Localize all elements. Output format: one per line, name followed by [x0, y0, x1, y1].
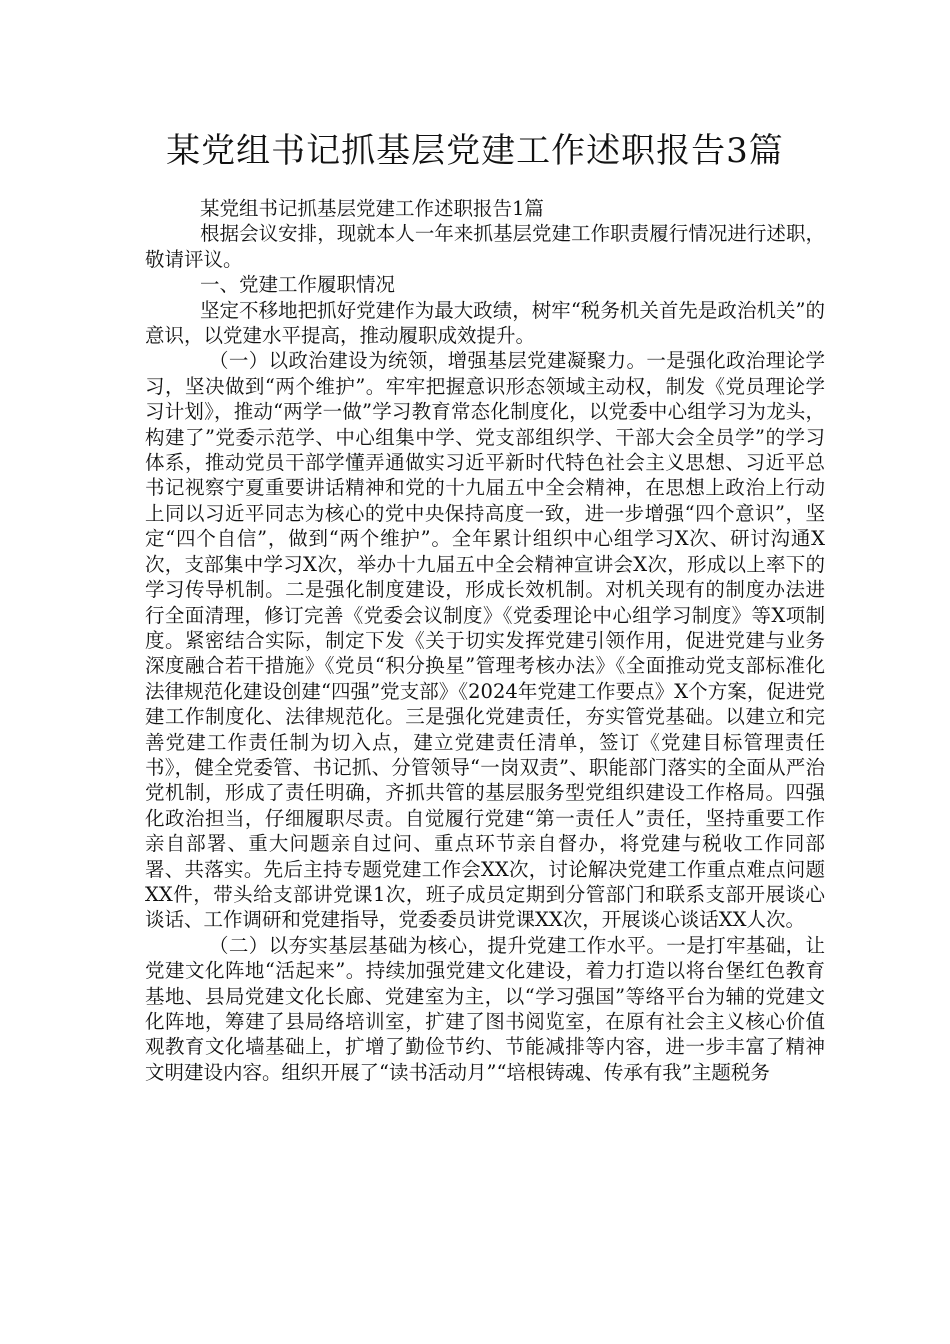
paragraph-grassroots-foundation: （二）以夯实基层基础为核心，提升党建工作水平。一是打牢基础，让党建文化阵地“活起来”。持续加强党建文化建设，着力打造以将台堡红色教育基地、县局党建文化长廊、党建室为主，以“学习强国”等络平台为辅的党建文化阵地，筹建了县局络培训室，扩建了图书阅览室，在原有社会主义核心价值观教育文化墙基础上，扩增了勤俭节约、节能减排等内容，进一步丰富了精神文明建设内容。组织开展了“读书活动月”“培根铸魂、传承有我”主题税务 [145, 933, 825, 1084]
paragraph-report-heading: 某党组书记抓基层党建工作述职报告1篇 [200, 197, 544, 220]
document-body [145, 196, 825, 1085]
document-title: 某党组书记抓基层党建工作述职报告3篇 [166, 131, 784, 171]
paragraph-political-building: （一）以政治建设为统领，增强基层党建凝聚力。一是强化政治理论学习，坚决做到“两个维护”。牢牢把握意识形态领域主动权，制发《党员理论学习计划》，推动“两学一做”学习教育常态化制度化，以党委中心组学习为龙头，构建了”党委示范学、中心组集中学、党支部组织学、干部大会全员学”的学习体系，推动党员干部学懂弄通做实习近平新时代特色社会主义思想、习近平总书记视察宁夏重要讲话精神和党的十九届五中全会精神，在思想上政治上行动上同以习近平同志为核心的党中央保持高度一致，进一步增强“四个意识”，坚定“四个自信”，做到“两个维护”。全年累计组织中心组学习X次、研讨沟通X次，支部集中学习X次，举办十九届五中全会精神宣讲会X次，形成以上率下的学习传导机制。二是强化制度建设，形成长效机制。对机关现有的制度办法进行全面清理，修订完善《党委会议制度》《党委理论中心组学习制度》等X项制度。紧密结合实际，制定下发《关于切实发挥党建引领作用，促进党建与业务深度融合若干措施》《党员“积分换星”管理考核办法》《全面推动党支部标准化法律规范化建设创建“四强”党支部》《2024年党建工作要点》X个方案，促进党建工作制度化、法律规范化。三是强化党建责任，夯实管党基础。以建立和完善党建工作责任制为切入点，建立党建责任清单，签订《党建目标管理责任书》，健全党委管、书记抓、分管领导“一岗双责”、职能部门落实的全面从严治党机制，形成了责任明确，齐抓共管的基层服务型党组织建设工作格局。四强化政治担当，仔细履职尽责。自觉履行党建“第一责任人”责任，坚持重要工作亲自部署、重大问题亲自过问、重点环节亲自督办，将党建与税收工作同部署、共落实。先后主持专题党建工作会XX次，讨论解决党建工作重点难点问题XX件，带头给支部讲党课1次，班子成员定期到分管部门和联系支部开展谈心谈话、工作调研和党建指导，党委委员讲党课XX次，开展谈心谈话XX人次。 [145, 349, 825, 932]
paragraph-summary: 坚定不移地把抓好党建作为最大政绩，树牢“税务机关首先是政治机关”的意识，以党建水平提高，推动履职成效提升。 [145, 298, 825, 348]
section-heading-1: 一、党建工作履职情况 [200, 273, 396, 297]
paragraph-intro: 根据会议安排，现就本人一年来抓基层党建工作职责履行情况进行述职，敬请评议。 [145, 222, 825, 271]
